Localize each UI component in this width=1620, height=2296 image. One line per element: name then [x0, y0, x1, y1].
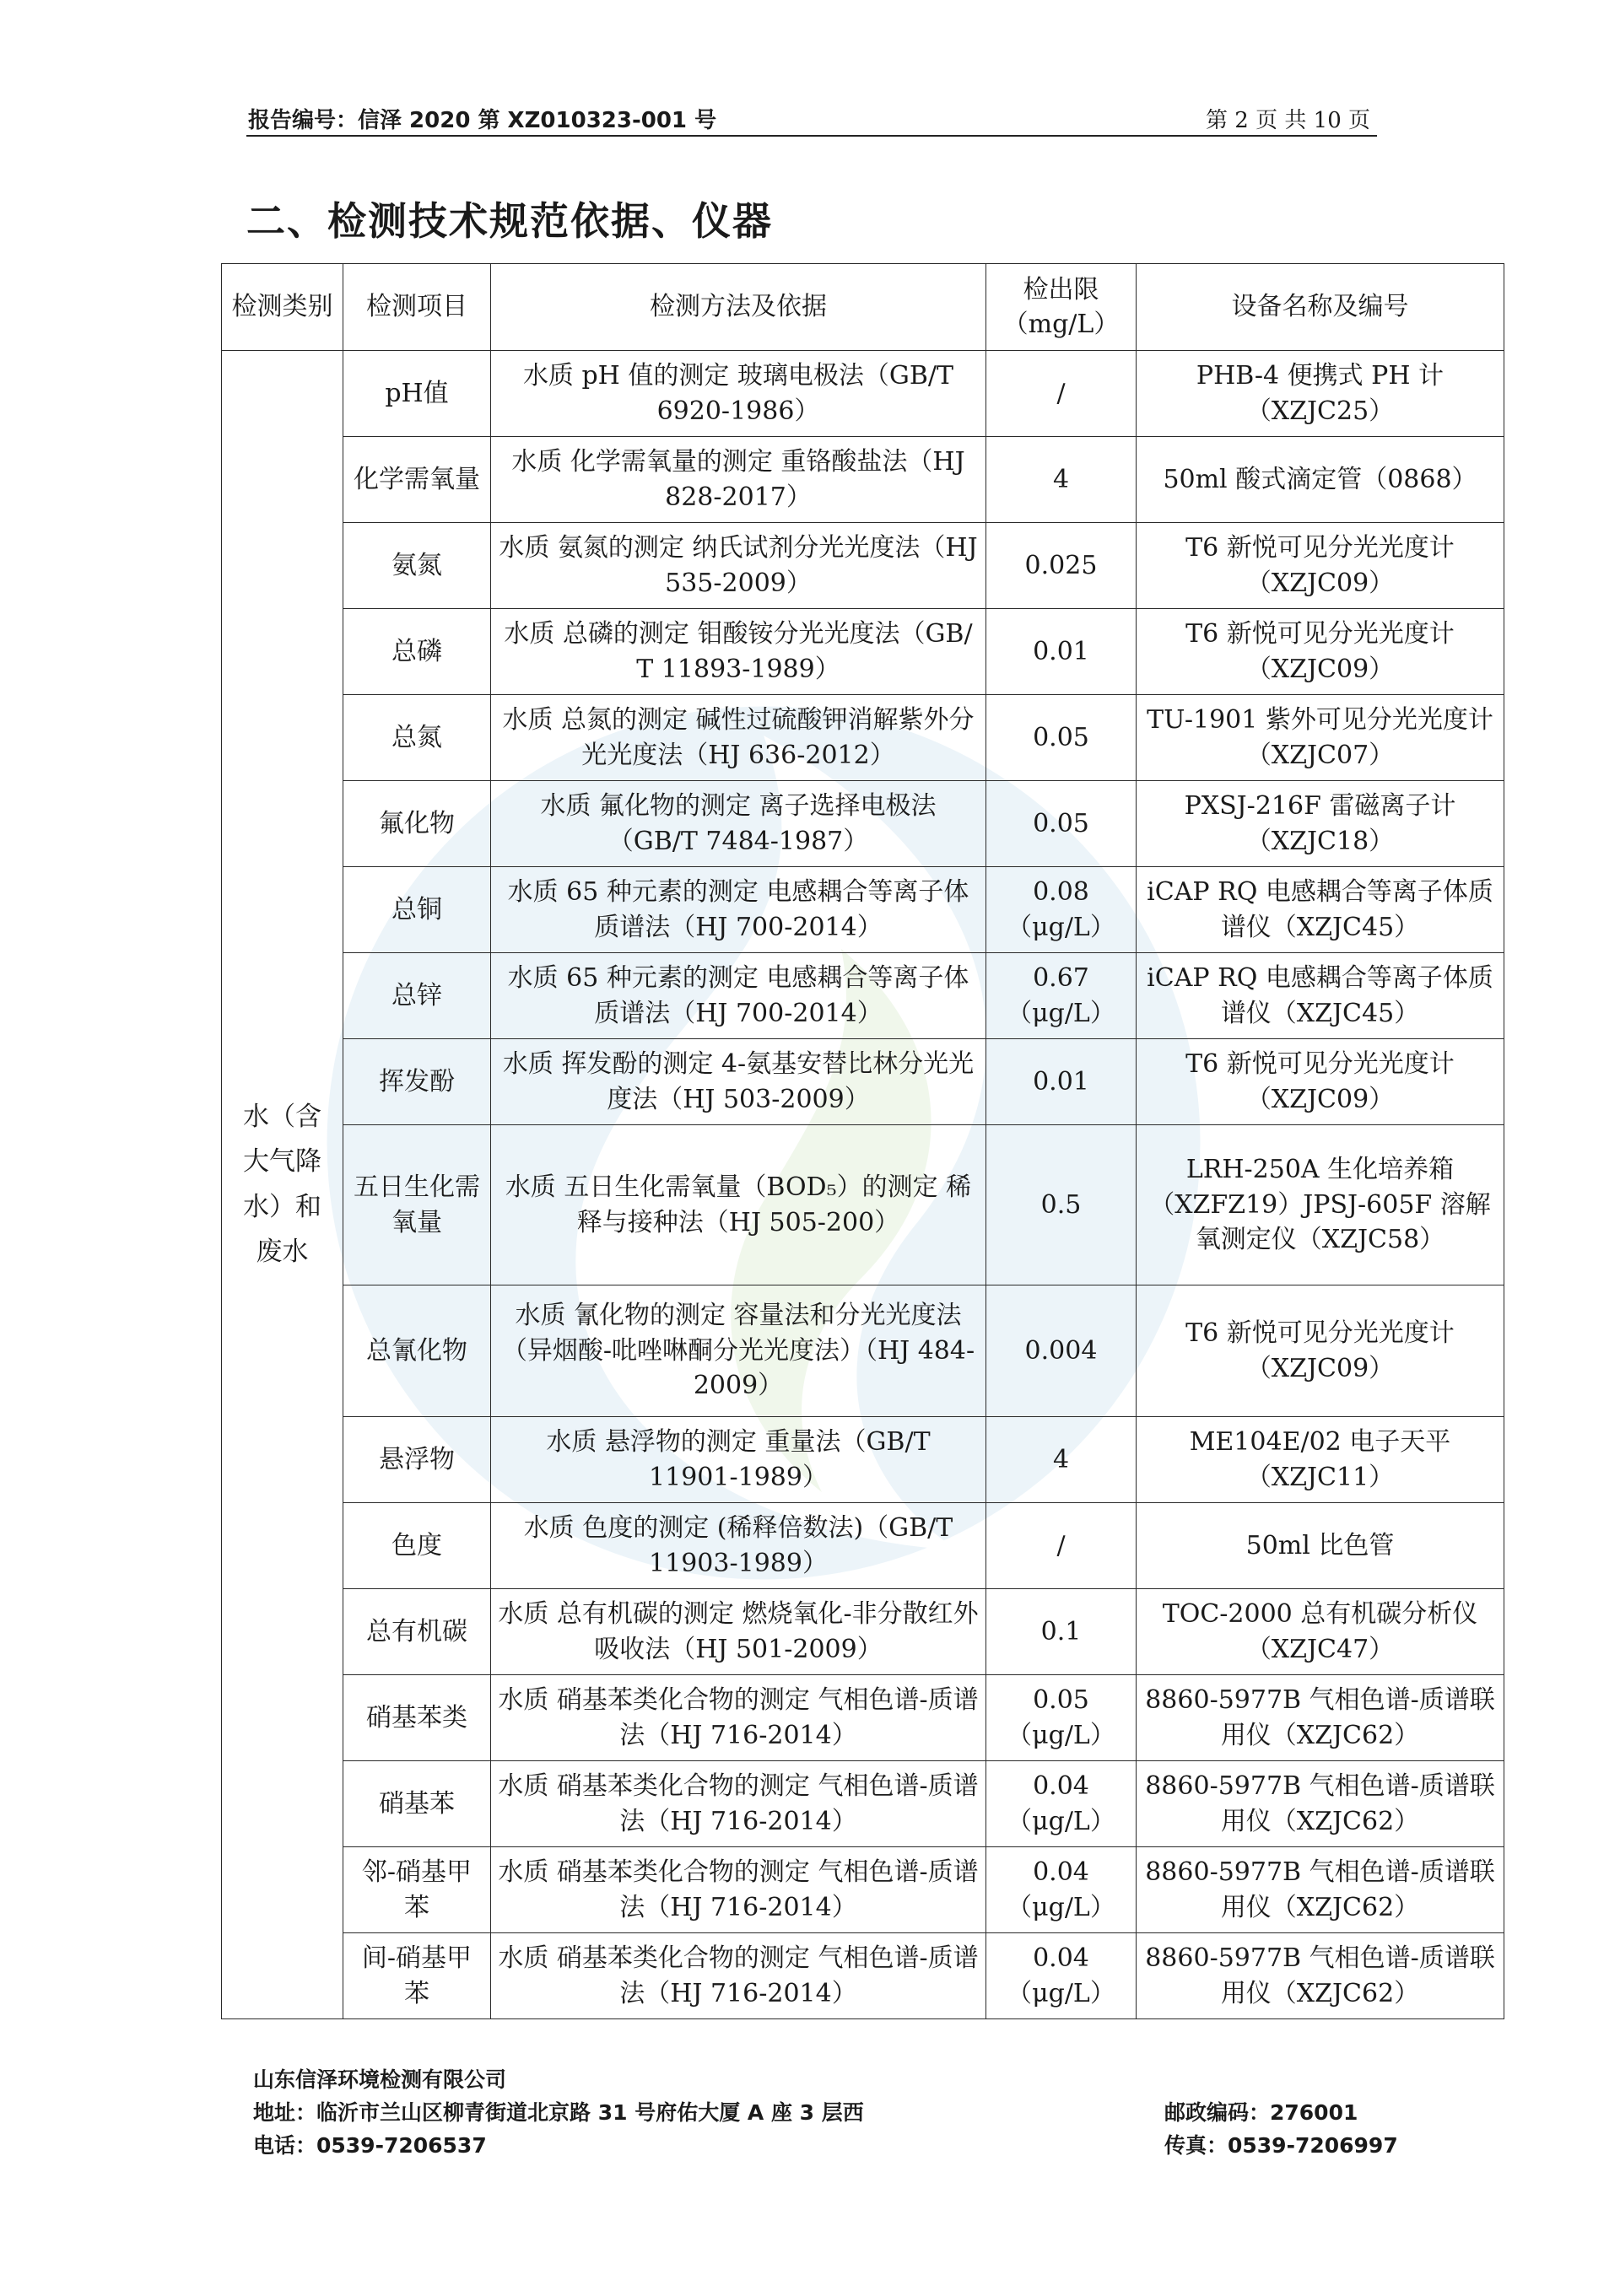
item-cell: 硝基苯类	[343, 1675, 491, 1761]
item-cell: 邻-硝基甲苯	[343, 1847, 491, 1933]
item-cell: 总有机碳	[343, 1589, 491, 1675]
method-cell: 水质 总氮的测定 碱性过硫酸钾消解紫外分光光度法（HJ 636-2012）	[491, 695, 986, 781]
equipment-cell: 8860-5977B 气相色谱-质谱联用仪（XZJC62）	[1137, 1847, 1504, 1933]
limit-cell: 0.08（μg/L）	[986, 867, 1137, 953]
method-cell: 水质 硝基苯类化合物的测定 气相色谱-质谱法（HJ 716-2014）	[491, 1847, 986, 1933]
item-cell: 总磷	[343, 609, 491, 695]
item-cell: 五日生化需氧量	[343, 1125, 491, 1285]
limit-cell: 0.05	[986, 695, 1137, 781]
limit-cell: 0.5	[986, 1125, 1137, 1285]
table-row	[222, 695, 1504, 781]
limit-cell: 0.01	[986, 1039, 1137, 1125]
equipment-cell: iCAP RQ 电感耦合等离子体质谱仪（XZJC45）	[1137, 867, 1504, 953]
table-row	[222, 1285, 1504, 1417]
method-cell: 水质 悬浮物的测定 重量法（GB/T 11901-1989）	[491, 1417, 986, 1503]
table-row	[222, 1847, 1504, 1933]
limit-cell: /	[986, 351, 1137, 437]
equipment-cell: T6 新悦可见分光光度计（XZJC09）	[1137, 523, 1504, 609]
company-fax: 传真：0539-7206997	[1164, 2133, 1398, 2158]
method-cell: 水质 硝基苯类化合物的测定 气相色谱-质谱法（HJ 716-2014）	[491, 1761, 986, 1847]
table-row	[222, 609, 1504, 695]
table-row	[222, 953, 1504, 1039]
table-row	[222, 1125, 1504, 1285]
table-row	[222, 1417, 1504, 1503]
equipment-cell: PXSJ-216F 雷磁离子计（XZJC18）	[1137, 781, 1504, 867]
item-cell: 总氮	[343, 695, 491, 781]
equipment-cell: TOC-2000 总有机碳分析仪（XZJC47）	[1137, 1589, 1504, 1675]
limit-cell: 0.04（μg/L）	[986, 1847, 1137, 1933]
method-cell: 水质 化学需氧量的测定 重铬酸盐法（HJ 828-2017）	[491, 437, 986, 523]
limit-cell: 0.1	[986, 1589, 1137, 1675]
category-cell: 水（含大气降水）和废水	[222, 351, 343, 2019]
limit-cell: 4	[986, 1417, 1137, 1503]
page-header	[246, 100, 1377, 137]
limit-cell: 0.05（μg/L）	[986, 1675, 1137, 1761]
method-cell: 水质 氰化物的测定 容量法和分光光度法（异烟酸-吡唑啉酮分光光度法）（HJ 484-2009）	[491, 1285, 986, 1417]
limit-cell: 0.04（μg/L）	[986, 1761, 1137, 1847]
table-row	[222, 437, 1504, 523]
equipment-cell: PHB-4 便携式 PH 计（XZJC25）	[1137, 351, 1504, 437]
equipment-cell: 8860-5977B 气相色谱-质谱联用仪（XZJC62）	[1137, 1761, 1504, 1847]
equipment-cell: T6 新悦可见分光光度计（XZJC09）	[1137, 609, 1504, 695]
limit-cell: 4	[986, 437, 1137, 523]
table-row	[222, 781, 1504, 867]
equipment-cell: 50ml 比色管	[1137, 1503, 1504, 1589]
limit-cell: 0.01	[986, 609, 1137, 695]
table-row	[222, 867, 1504, 953]
header-limit: 检出限（mg/L）	[986, 264, 1137, 351]
header-item: 检测项目	[343, 264, 491, 351]
item-cell: 氨氮	[343, 523, 491, 609]
section-title: 二、检测技术规范依据、仪器	[246, 198, 773, 244]
equipment-cell: TU-1901 紫外可见分光光度计（XZJC07）	[1137, 695, 1504, 781]
company-phone: 电话：0539-7206537	[253, 2133, 487, 2158]
equipment-cell: 50ml 酸式滴定管（0868）	[1137, 437, 1504, 523]
item-cell: 间-硝基甲苯	[343, 1933, 491, 2019]
limit-cell: 0.04（μg/L）	[986, 1933, 1137, 2019]
item-cell: 化学需氧量	[343, 437, 491, 523]
method-cell: 水质 色度的测定 (稀释倍数法)（GB/T 11903-1989）	[491, 1503, 986, 1589]
item-cell: 总氰化物	[343, 1285, 491, 1417]
method-cell: 水质 挥发酚的测定 4-氨基安替比林分光光度法（HJ 503-2009）	[491, 1039, 986, 1125]
company-name: 山东信泽环境检测有限公司	[253, 2067, 507, 2092]
table-row	[222, 351, 1504, 437]
item-cell: 色度	[343, 1503, 491, 1589]
page-indicator: 第 2 页 共 10 页	[1206, 108, 1370, 133]
item-cell: 氟化物	[343, 781, 491, 867]
method-cell: 水质 五日生化需氧量（BOD₅）的测定 稀释与接种法（HJ 505-200）	[491, 1125, 986, 1285]
limit-cell: 0.67（μg/L）	[986, 953, 1137, 1039]
method-cell: 水质 氨氮的测定 纳氏试剂分光光度法（HJ 535-2009）	[491, 523, 986, 609]
item-cell: 挥发酚	[343, 1039, 491, 1125]
item-cell: pH值	[343, 351, 491, 437]
limit-cell: 0.05	[986, 781, 1137, 867]
table-row	[222, 1933, 1504, 2019]
report-number: 报告编号：信泽 2020 第 XZ010323-001 号	[248, 108, 717, 133]
page-footer	[253, 2063, 1418, 2162]
postal-code: 邮政编码：276001	[1164, 2100, 1358, 2125]
item-cell: 硝基苯	[343, 1761, 491, 1847]
method-cell: 水质 65 种元素的测定 电感耦合等离子体质谱法（HJ 700-2014）	[491, 953, 986, 1039]
item-cell: 总铜	[343, 867, 491, 953]
limit-cell: 0.004	[986, 1285, 1137, 1417]
table-row	[222, 1589, 1504, 1675]
standards-equipment-table	[221, 263, 1504, 2019]
equipment-cell: T6 新悦可见分光光度计（XZJC09）	[1137, 1039, 1504, 1125]
item-cell: 总锌	[343, 953, 491, 1039]
method-cell: 水质 总磷的测定 钼酸铵分光光度法（GB/ T 11893-1989）	[491, 609, 986, 695]
limit-cell: /	[986, 1503, 1137, 1589]
method-cell: 水质 硝基苯类化合物的测定 气相色谱-质谱法（HJ 716-2014）	[491, 1675, 986, 1761]
header-equipment: 设备名称及编号	[1137, 264, 1504, 351]
table-row	[222, 1761, 1504, 1847]
table-row	[222, 1503, 1504, 1589]
method-cell: 水质 pH 值的测定 玻璃电极法（GB/T 6920-1986）	[491, 351, 986, 437]
equipment-cell: iCAP RQ 电感耦合等离子体质谱仪（XZJC45）	[1137, 953, 1504, 1039]
table-header-row	[222, 264, 1504, 351]
method-cell: 水质 硝基苯类化合物的测定 气相色谱-质谱法（HJ 716-2014）	[491, 1933, 986, 2019]
item-cell: 悬浮物	[343, 1417, 491, 1503]
company-address: 地址：临沂市兰山区柳青街道北京路 31 号府佑大厦 A 座 3 层西	[253, 2100, 864, 2125]
table-row	[222, 1675, 1504, 1761]
table-row	[222, 1039, 1504, 1125]
equipment-cell: LRH-250A 生化培养箱（XZFZ19）JPSJ-605F 溶解氧测定仪（XZJC58）	[1137, 1125, 1504, 1285]
method-cell: 水质 总有机碳的测定 燃烧氧化-非分散红外吸收法（HJ 501-2009）	[491, 1589, 986, 1675]
header-method: 检测方法及依据	[491, 264, 986, 351]
equipment-cell: 8860-5977B 气相色谱-质谱联用仪（XZJC62）	[1137, 1933, 1504, 2019]
table-row	[222, 523, 1504, 609]
method-cell: 水质 65 种元素的测定 电感耦合等离子体质谱法（HJ 700-2014）	[491, 867, 986, 953]
limit-cell: 0.025	[986, 523, 1137, 609]
equipment-cell: T6 新悦可见分光光度计（XZJC09）	[1137, 1285, 1504, 1417]
equipment-cell: ME104E/02 电子天平（XZJC11）	[1137, 1417, 1504, 1503]
equipment-cell: 8860-5977B 气相色谱-质谱联用仪（XZJC62）	[1137, 1675, 1504, 1761]
method-cell: 水质 氟化物的测定 离子选择电极法（GB/T 7484-1987）	[491, 781, 986, 867]
header-category: 检测类别	[222, 264, 343, 351]
